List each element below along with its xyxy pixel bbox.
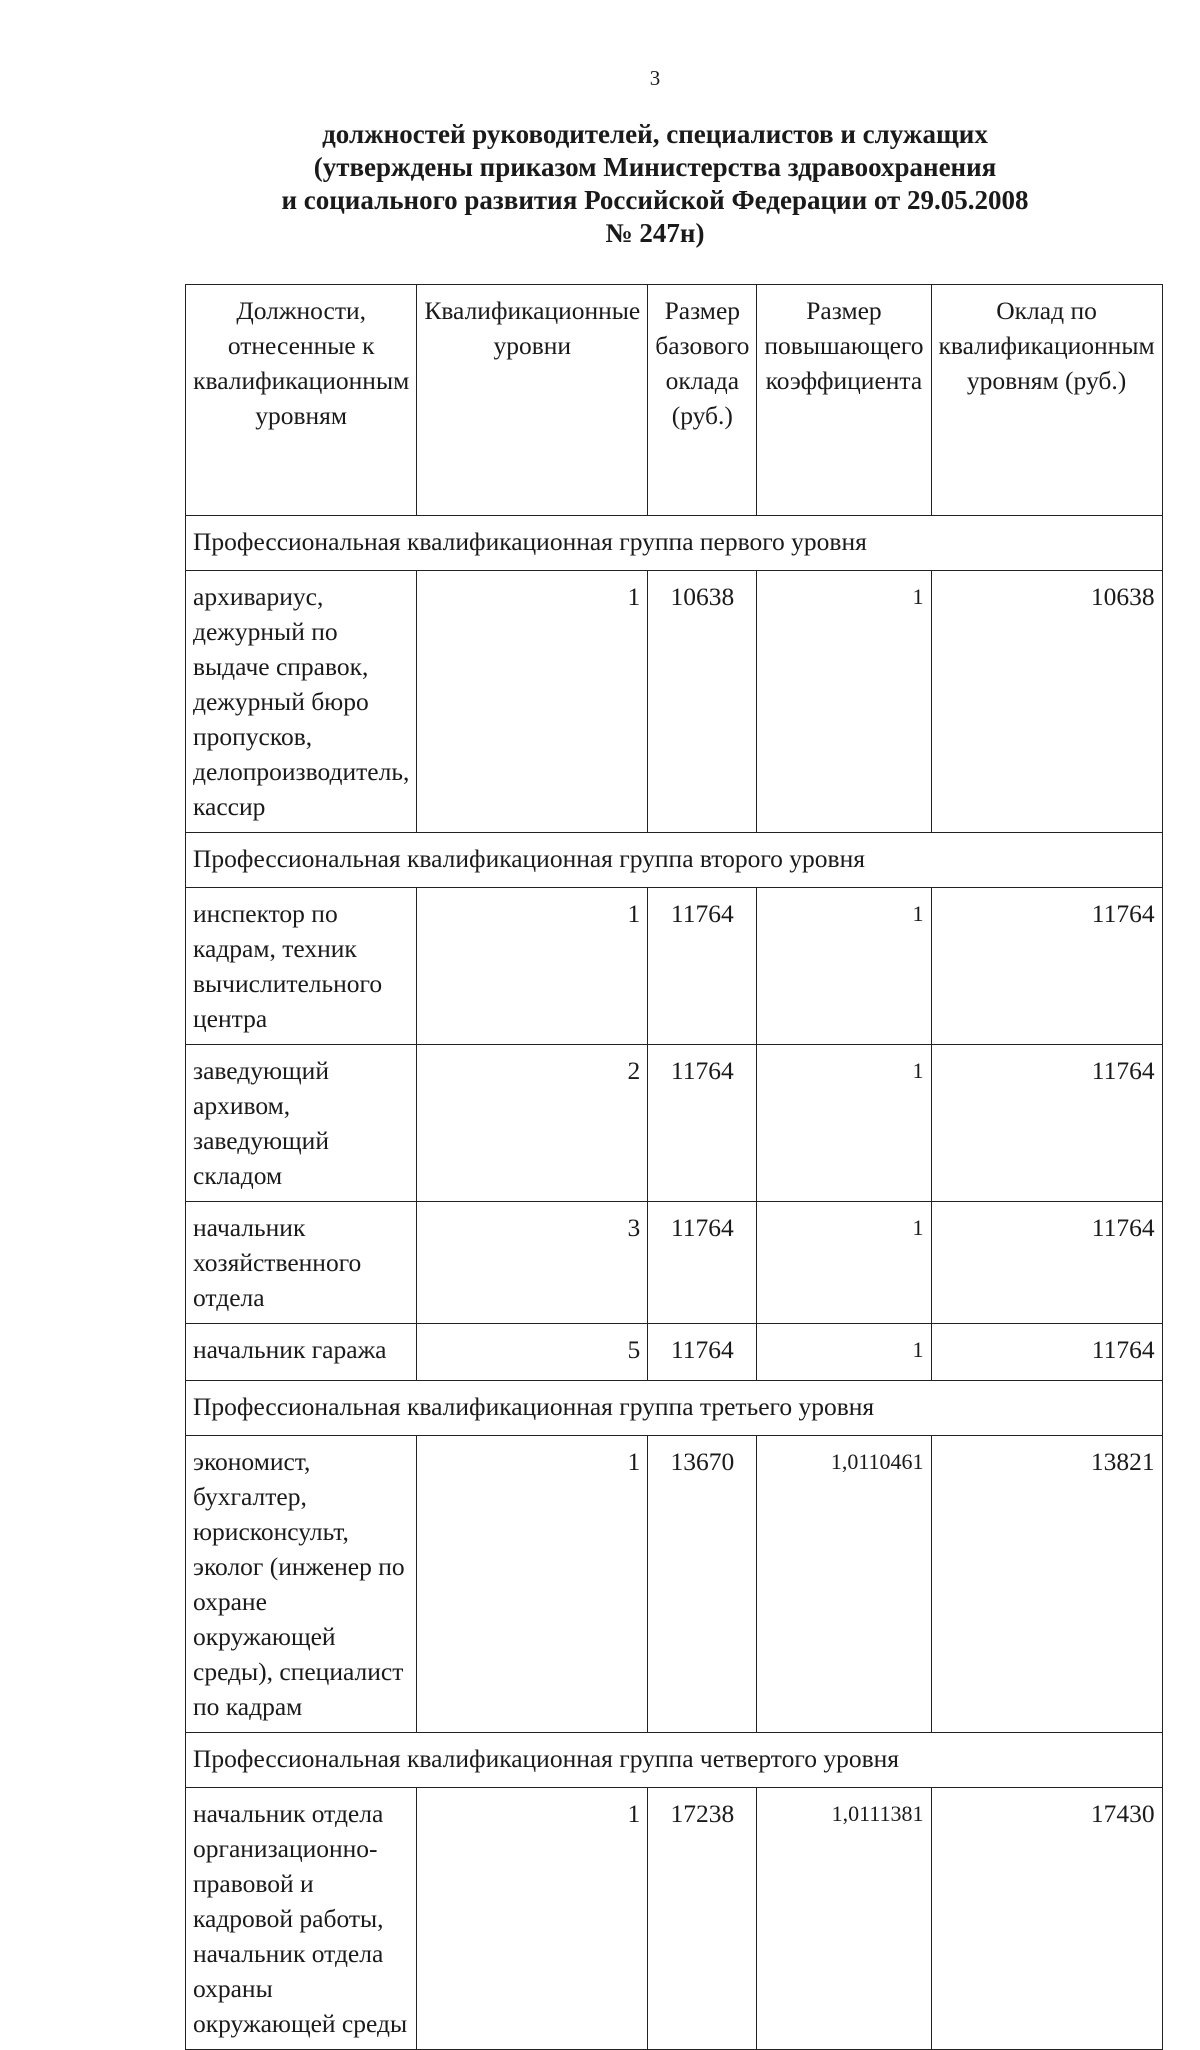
cell-level: 1: [417, 571, 648, 833]
cell-position: начальник гаража: [186, 1324, 417, 1381]
cell-base-salary: 11764: [648, 1045, 757, 1202]
table-row: [186, 1045, 1163, 1202]
group-row: [186, 516, 1163, 571]
salary-table: [185, 284, 1163, 2050]
group-title: Профессиональная квалификационная группа третьего уровня: [186, 1381, 1163, 1436]
header-coefficient: Размер повышающего коэффициента: [757, 285, 931, 516]
group-row: [186, 1733, 1163, 1788]
cell-salary: 10638: [931, 571, 1162, 833]
cell-level: 1: [417, 888, 648, 1045]
group-row: [186, 833, 1163, 888]
cell-base-salary: 11764: [648, 1202, 757, 1324]
cell-position: начальник отдела организационно-правовой и кадровой работы, начальник отдела охраны окружающей среды: [186, 1788, 417, 2050]
table-row: [186, 888, 1163, 1045]
cell-position: инспектор по кадрам, техник вычислительного центра: [186, 888, 417, 1045]
cell-level: 3: [417, 1202, 648, 1324]
table-row: [186, 1202, 1163, 1324]
cell-base-salary: 17238: [648, 1788, 757, 2050]
cell-coefficient: 1: [757, 1324, 931, 1381]
cell-salary: 13821: [931, 1436, 1162, 1733]
cell-coefficient: 1: [757, 1045, 931, 1202]
cell-salary: 17430: [931, 1788, 1162, 2050]
title-line-1: должностей руководителей, специалистов и служащих: [322, 119, 988, 149]
table-row: [186, 1324, 1163, 1381]
table-row: [186, 1788, 1163, 2050]
header-base-salary: Размер базового оклада (руб.): [648, 285, 757, 516]
cell-base-salary: 13670: [648, 1436, 757, 1733]
cell-coefficient: 1: [757, 888, 931, 1045]
cell-level: 2: [417, 1045, 648, 1202]
table-row: [186, 1436, 1163, 1733]
header-positions: Должности, отнесенные к квалификационным уровням: [186, 285, 417, 516]
cell-position: заведующий архивом, заведующий складом: [186, 1045, 417, 1202]
title-line-2: (утверждены приказом Министерства здравоохранения: [313, 152, 997, 182]
table-header-row: [186, 285, 1163, 516]
group-title: Профессиональная квалификационная группа второго уровня: [186, 833, 1163, 888]
cell-base-salary: 11764: [648, 1324, 757, 1381]
cell-coefficient: 1: [757, 571, 931, 833]
cell-coefficient: 1: [757, 1202, 931, 1324]
title-line-3: и социального развития Российской Федерации от 29.05.2008: [281, 185, 1029, 215]
title-line-4: № 247н): [605, 218, 705, 248]
page-number: 3: [649, 66, 661, 90]
cell-position: экономист, бухгалтер, юрисконсульт, эколог (инженер по охране окружающей среды), специалист по кадрам: [186, 1436, 417, 1733]
cell-salary: 11764: [931, 1324, 1162, 1381]
header-qualification-levels: Квалификационные уровни: [417, 285, 648, 516]
cell-level: 5: [417, 1324, 648, 1381]
cell-position: начальник хозяйственного отдела: [186, 1202, 417, 1324]
document-title: [200, 118, 1110, 250]
cell-coefficient: 1,0110461: [757, 1436, 931, 1733]
header-salary-by-level: Оклад по квалификационным уровням (руб.): [931, 285, 1162, 516]
cell-level: 1: [417, 1788, 648, 2050]
cell-salary: 11764: [931, 1045, 1162, 1202]
group-row: [186, 1381, 1163, 1436]
cell-salary: 11764: [931, 1202, 1162, 1324]
cell-salary: 11764: [931, 888, 1162, 1045]
cell-coefficient: 1,0111381: [757, 1788, 931, 2050]
group-title: Профессиональная квалификационная группа первого уровня: [186, 516, 1163, 571]
table-row: [186, 571, 1163, 833]
cell-position: архивариус, дежурный по выдаче справок, дежурный бюро пропусков, делопроизводитель, кассир: [186, 571, 417, 833]
group-title: Профессиональная квалификационная группа четвертого уровня: [186, 1733, 1163, 1788]
cell-level: 1: [417, 1436, 648, 1733]
cell-base-salary: 11764: [648, 888, 757, 1045]
cell-base-salary: 10638: [648, 571, 757, 833]
